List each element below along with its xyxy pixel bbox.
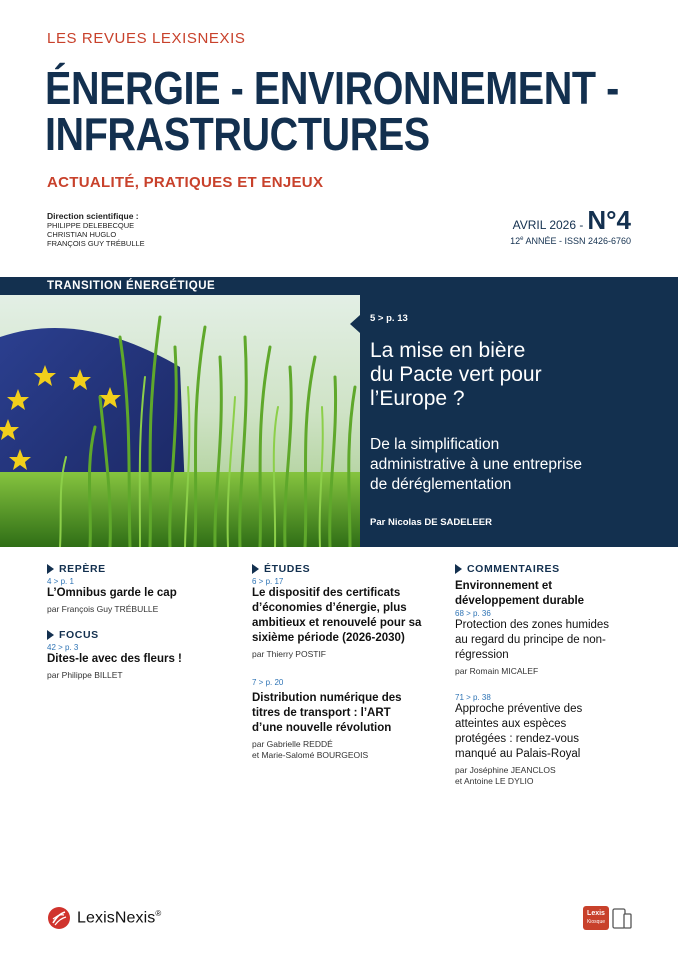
- article-author: par Thierry POSTIF: [252, 649, 326, 659]
- direction-label: Direction scientifique :: [47, 211, 139, 221]
- author-line: et Marie-Salomé BOURGEOIS: [252, 750, 369, 760]
- theme-line: développement durable: [455, 595, 585, 607]
- article-ref: 71 > p. 38: [455, 693, 491, 702]
- title-line: Protection des zones humides: [455, 619, 610, 631]
- year-number: 12: [510, 236, 521, 246]
- director-name: PHILIPPE DELEBECQUE: [47, 221, 135, 230]
- article-author: [455, 765, 645, 787]
- rubric-focus: [47, 629, 237, 641]
- year-suffix: e: [520, 236, 524, 242]
- article-ref: 4 > p. 1: [47, 577, 74, 586]
- rubric-label: FOCUS: [59, 629, 99, 641]
- issue-date: AVRIL 2026 -: [512, 218, 584, 232]
- lexis-kiosque-badge[interactable]: [583, 906, 609, 930]
- title-line: Distribution numérique des: [252, 692, 402, 704]
- panel-pointer: [350, 315, 360, 333]
- article-author: par Philippe BILLET: [47, 670, 123, 680]
- lexisnexis-emblem-icon: [47, 906, 71, 930]
- theme-heading: [455, 579, 645, 609]
- issue-info: [510, 206, 631, 246]
- article-author: [252, 739, 442, 761]
- tablet-phone-icon: [612, 908, 632, 935]
- article-author: par Romain MICALEF: [455, 666, 539, 676]
- deck-line: administrative à une entreprise: [370, 456, 582, 473]
- title-line: atteintes aux espèces: [455, 718, 567, 730]
- title-line: au regard du principe de non-: [455, 634, 606, 646]
- title-line: protégées : rendez-vous: [455, 733, 580, 745]
- rubric-etudes: [252, 563, 442, 575]
- triangle-icon: [47, 630, 54, 640]
- director-name: FRANÇOIS GUY TRÉBULLE: [47, 239, 145, 248]
- headline-line: du Pacte vert pour: [370, 363, 542, 386]
- title-line: Le dispositif des certificats: [252, 587, 401, 599]
- title-line: titres de transport : l’ART: [252, 707, 391, 719]
- title-line: d’une nouvelle révolution: [252, 722, 392, 734]
- column-commentaires: [455, 563, 645, 787]
- issue-year-issn: [510, 236, 631, 246]
- title-line: sixième période (2026-2030): [252, 632, 405, 644]
- registered-mark: ®: [155, 908, 162, 918]
- article-title[interactable]: [455, 702, 645, 762]
- column-repere-focus: [47, 563, 237, 681]
- rubric-commentaires: [455, 563, 645, 575]
- cover-photo-eu-flag-grass: [0, 277, 362, 547]
- badge-line: Lexis: [587, 910, 605, 917]
- journal-subtitle: ACTUALITÉ, PRATIQUES ET ENJEUX: [47, 174, 324, 191]
- title-line: ambitieux et renouvelé pour sa: [252, 617, 422, 629]
- feature-deck: [370, 435, 582, 495]
- author-line: par Joséphine JEANCLOS: [455, 765, 556, 775]
- article-title[interactable]: [455, 618, 645, 663]
- article-ref: 42 > p. 3: [47, 643, 79, 652]
- journal-title-line1: ÉNERGIE - ENVIRONNEMENT -: [45, 62, 619, 114]
- author-line: et Antoine LE DYLIO: [455, 776, 534, 786]
- title-line: régression: [455, 649, 509, 661]
- lexisnexis-logo: [47, 906, 161, 930]
- author-line: par Gabrielle REDDÉ: [252, 739, 333, 749]
- title-line: d’économies d’énergie, plus: [252, 602, 407, 614]
- publisher-name: [77, 909, 161, 927]
- feature-ref: 5 > p. 13: [370, 313, 408, 324]
- article-ref: 68 > p. 36: [455, 609, 491, 618]
- article-ref: 7 > p. 20: [252, 678, 284, 687]
- feature-byline: Par Nicolas DE SADELEER: [370, 517, 492, 528]
- article-title[interactable]: [252, 691, 442, 736]
- triangle-icon: [252, 564, 259, 574]
- feature-section-label: TRANSITION ÉNERGÉTIQUE: [0, 277, 360, 295]
- deck-line: De la simplification: [370, 436, 500, 453]
- rubric-label: COMMENTAIRES: [467, 563, 560, 575]
- publisher-wordmark: LexisNexis: [77, 909, 156, 927]
- article-title[interactable]: L’Omnibus garde le cap: [47, 587, 177, 599]
- feature-panel: [360, 277, 678, 547]
- series-label: LES REVUES LEXISNEXIS: [47, 30, 246, 47]
- headline-line: La mise en bière: [370, 339, 526, 362]
- theme-line: Environnement et: [455, 580, 553, 592]
- rubric-label: ÉTUDES: [264, 563, 311, 575]
- feature-headline: [370, 339, 542, 411]
- title-line: manqué au Palais-Royal: [455, 748, 581, 760]
- deck-line: de déréglementation: [370, 476, 512, 493]
- article-title[interactable]: [252, 586, 442, 646]
- year-issn: ANNÉE - ISSN 2426-6760: [523, 236, 631, 246]
- issue-number: N°4: [587, 205, 631, 235]
- triangle-icon: [455, 564, 462, 574]
- scientific-direction: [47, 212, 145, 248]
- article-author: par François Guy TRÉBULLE: [47, 604, 159, 614]
- badge-line: Kiosque: [586, 919, 606, 925]
- rubric-label: REPÈRE: [59, 563, 106, 575]
- triangle-icon: [47, 564, 54, 574]
- article-ref: 6 > p. 17: [252, 577, 284, 586]
- rubric-repere: [47, 563, 237, 575]
- director-name: CHRISTIAN HUGLO: [47, 230, 117, 239]
- headline-line: l’Europe ?: [370, 387, 465, 410]
- column-etudes: [252, 563, 442, 761]
- journal-title-line2: INFRASTRUCTURES: [45, 108, 430, 160]
- article-title[interactable]: Dites-le avec des fleurs !: [47, 653, 182, 665]
- title-line: Approche préventive des: [455, 703, 583, 715]
